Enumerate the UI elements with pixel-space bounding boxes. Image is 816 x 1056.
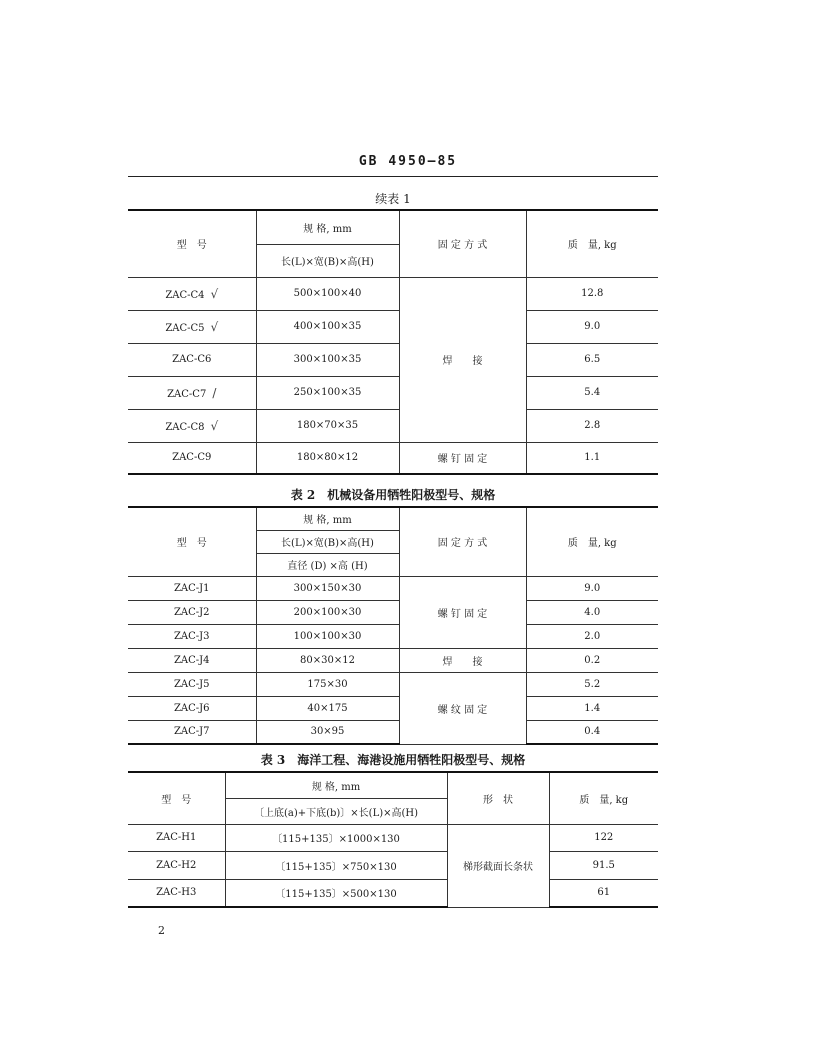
model-cell: ZAC-J4 xyxy=(128,648,256,672)
mass-cell: 12.8 xyxy=(526,277,658,310)
model-cell: ZAC-C7 xyxy=(167,388,207,400)
table-row xyxy=(128,376,658,409)
model-cell: ZAC-J6 xyxy=(128,696,256,720)
mass-cell: 91.5 xyxy=(549,851,658,879)
table1-header-model: 型 号 xyxy=(128,210,256,277)
spec-cell: 300×100×35 xyxy=(256,343,399,376)
table1-caption: 续表 1 xyxy=(375,192,411,206)
model-cell: ZAC-H3 xyxy=(128,879,225,907)
table3-shape: 梯形截面长条状 xyxy=(447,824,549,907)
model-cell: ZAC-C5 xyxy=(165,322,205,334)
mass-cell: 1.4 xyxy=(526,696,658,720)
table-row xyxy=(128,576,658,600)
table3-header-spec: 规 格, mm xyxy=(225,772,447,798)
table2-header-spec-sub2: 直径 (D) ×高 (H) xyxy=(256,553,399,576)
model-cell: ZAC-J2 xyxy=(128,600,256,624)
spec-cell: 80×30×12 xyxy=(256,648,399,672)
check-mark-icon: √ xyxy=(210,319,219,334)
model-cell: ZAC-H1 xyxy=(128,824,225,851)
table2-caption: 表 2 机械设备用牺牲阳极型号、规格 xyxy=(290,488,496,502)
table2-fix-screw: 螺 钉 固 定 xyxy=(399,576,526,648)
mass-cell: 4.0 xyxy=(526,600,658,624)
table-row xyxy=(128,648,658,672)
table-row xyxy=(128,409,658,442)
mass-cell: 9.0 xyxy=(526,576,658,600)
table2-header-spec: 规 格, mm xyxy=(256,507,399,530)
model-cell: ZAC-J3 xyxy=(128,624,256,648)
model-cell: ZAC-C9 xyxy=(172,452,212,464)
table-row xyxy=(128,277,658,310)
table1-header-fix: 固 定 方 式 xyxy=(399,210,526,277)
table2-fix-thread: 螺 纹 固 定 xyxy=(399,672,526,744)
table2-header-model: 型 号 xyxy=(128,507,256,576)
mass-cell: 2.0 xyxy=(526,624,658,648)
spec-cell: 40×175 xyxy=(256,696,399,720)
table-row xyxy=(128,851,658,879)
spec-cell: 〔115+135〕×1000×130 xyxy=(225,824,447,851)
spec-cell: 30×95 xyxy=(256,720,399,744)
table3-header-model: 型 号 xyxy=(128,772,225,824)
table-row xyxy=(128,310,658,343)
check-mark-icon: √ xyxy=(210,418,219,433)
model-cell: ZAC-H2 xyxy=(128,851,225,879)
spec-cell: 500×100×40 xyxy=(256,277,399,310)
table3 xyxy=(128,771,658,908)
mass-cell: 1.1 xyxy=(526,442,658,474)
model-cell: ZAC-J7 xyxy=(128,720,256,744)
mass-cell: 0.2 xyxy=(526,648,658,672)
spec-cell: 100×100×30 xyxy=(256,624,399,648)
check-mark-icon: √ xyxy=(210,286,219,301)
table3-header-shape: 形 状 xyxy=(447,772,549,824)
table-row xyxy=(128,343,658,376)
mass-cell: 0.4 xyxy=(526,720,658,744)
mass-cell: 5.4 xyxy=(526,376,658,409)
table3-header-mass: 质 量, kg xyxy=(549,772,658,824)
page-number: 2 xyxy=(158,924,165,937)
model-cell: ZAC-C4 xyxy=(165,289,205,301)
spec-cell: 180×70×35 xyxy=(256,409,399,442)
spec-cell: 〔115+135〕×500×130 xyxy=(225,879,447,907)
table1-header-spec-sub: 长(L)×宽(B)×高(H) xyxy=(256,244,399,277)
standard-number: GB 4950—85 xyxy=(358,154,458,169)
header-rule xyxy=(128,176,658,177)
table-row xyxy=(128,879,658,907)
table-row xyxy=(128,696,658,720)
mass-cell: 5.2 xyxy=(526,672,658,696)
table-row xyxy=(128,600,658,624)
table-row xyxy=(128,442,658,474)
table3-caption: 表 3 海洋工程、海港设施用牺牲阳极型号、规格 xyxy=(260,753,526,767)
spec-cell: 200×100×30 xyxy=(256,600,399,624)
mass-cell: 122 xyxy=(549,824,658,851)
table-row xyxy=(128,672,658,696)
spec-cell: 400×100×35 xyxy=(256,310,399,343)
table3-header-spec-sub: 〔上底(a)+下底(b)〕×长(L)×高(H) xyxy=(225,798,447,824)
table2 xyxy=(128,506,658,745)
table2-header-spec-sub1: 长(L)×宽(B)×高(H) xyxy=(256,530,399,553)
model-cell: ZAC-J1 xyxy=(128,576,256,600)
table-row xyxy=(128,824,658,851)
model-cell: ZAC-C8 xyxy=(165,421,205,433)
model-cell: ZAC-C6 xyxy=(172,354,212,365)
mass-cell: 6.5 xyxy=(526,343,658,376)
table2-header-mass: 质 量, kg xyxy=(526,507,658,576)
table1-fix-weld: 焊 接 xyxy=(399,277,526,442)
table2-header-fix: 固 定 方 式 xyxy=(399,507,526,576)
spec-cell: 〔115+135〕×750×130 xyxy=(225,851,447,879)
table-row xyxy=(128,720,658,744)
model-cell: ZAC-J5 xyxy=(128,672,256,696)
spec-cell: 180×80×12 xyxy=(256,442,399,474)
mass-cell: 9.0 xyxy=(526,310,658,343)
table-row xyxy=(128,624,658,648)
table2-fix-weld: 焊 接 xyxy=(399,648,526,672)
spec-cell: 175×30 xyxy=(256,672,399,696)
table1-header-spec: 规 格, mm xyxy=(256,210,399,244)
spec-cell: 250×100×35 xyxy=(256,376,399,409)
spec-cell: 300×150×30 xyxy=(256,576,399,600)
slash-mark-icon: / xyxy=(212,385,217,400)
table1 xyxy=(128,209,658,475)
table1-header-mass: 质 量, kg xyxy=(526,210,658,277)
table1-fix-screw: 螺 钉 固 定 xyxy=(399,442,526,474)
mass-cell: 61 xyxy=(549,879,658,907)
mass-cell: 2.8 xyxy=(526,409,658,442)
